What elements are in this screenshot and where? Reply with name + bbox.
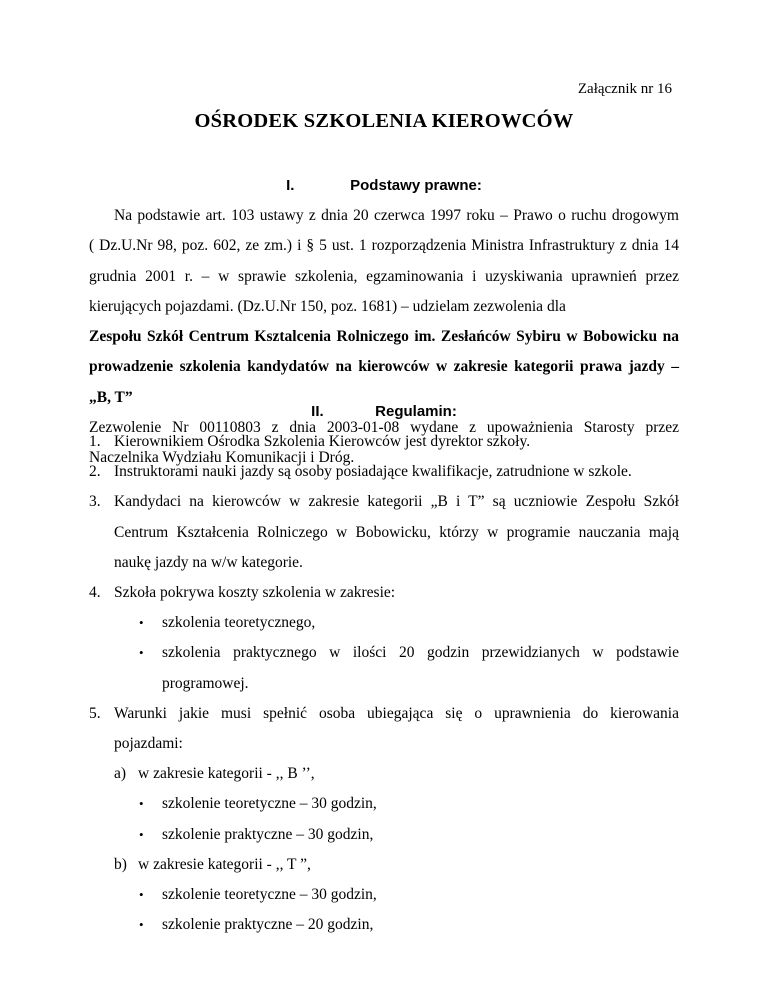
bullet-text: szkolenie praktyczne – 20 godzin, — [162, 916, 374, 934]
item-text: Centrum Kształcenia Rolniczego w Bobowicku, którzy w programie nauczania mają — [114, 523, 679, 541]
permit-holder-line: prowadzenie szkolenia kandydatów na kierowców w zakresie kategorii prawa jazdy – — [89, 358, 679, 376]
bullet-item — [114, 910, 679, 940]
legal-line: kierujących pojazdami. (Dz.U.Nr 150, poz. 1681) – udzielam zezwolenia dla — [89, 297, 566, 315]
regulations-list — [89, 427, 679, 940]
bullet-list — [114, 880, 679, 940]
list-item — [89, 699, 679, 941]
item-text: Instruktorami nauki jazdy są osoby posiadające kwalifikacje, zatrudnione w szkole. — [114, 463, 632, 481]
bullet-icon: • — [139, 887, 144, 903]
bullet-icon: • — [139, 645, 144, 661]
sub-item-category-t — [114, 850, 679, 880]
legal-line: ( Dz.U.Nr 98, poz. 602, ze zm.) i § 5 ust. 1 rozporządzenia Ministra Infrastruktury z dnia 14 — [89, 237, 679, 255]
item-text: pojazdami: — [114, 735, 183, 753]
sub-item-label: a) — [114, 765, 127, 783]
bullet-text: szkolenie teoretyczne – 30 godzin, — [162, 795, 377, 813]
item-text: Kandydaci na kierowców w zakresie kategorii „B i T” są uczniowie Zespołu Szkół — [114, 493, 679, 511]
list-item — [89, 487, 679, 578]
bullet-icon: • — [139, 796, 144, 812]
bullet-list — [114, 608, 679, 699]
list-item — [89, 457, 679, 487]
bullet-item — [114, 789, 679, 819]
bullet-item — [114, 608, 679, 638]
item-number: 4. — [89, 584, 101, 602]
item-text: Warunki jakie musi spełnić osoba ubiegająca się o uprawnienia do kierowania — [114, 704, 679, 722]
document-title: OŚRODEK SZKOLENIA KIEROWCÓW — [194, 110, 574, 132]
sub-item-label: b) — [114, 855, 127, 873]
bullet-text: szkolenia praktycznego w ilości 20 godzin przewidzianych w podstawie — [162, 644, 679, 662]
permit-holder-line: Zespołu Szkół Centrum Ksztalcenia Rolniczego im. Zesłańców Sybiru w Bobowicku na — [89, 328, 679, 346]
section-title: Podstawy prawne: — [350, 177, 482, 194]
item-text: Kierownikiem Ośrodka Szkolenia Kierowców jest dyrektor szkoły. — [114, 433, 531, 450]
bullet-icon: • — [139, 615, 144, 631]
bullet-text: szkolenie praktyczne – 30 godzin, — [162, 825, 374, 843]
item-text: naukę jazdy na w/w kategorie. — [114, 553, 303, 571]
bullet-text: szkolenie teoretyczne – 30 godzin, — [162, 886, 377, 904]
section-number: II. — [311, 403, 324, 420]
list-item — [89, 578, 679, 699]
sub-item-text: w zakresie kategorii - ,, T ”, — [138, 855, 311, 873]
item-number: 3. — [89, 493, 101, 511]
section-heading-legal-basis — [0, 177, 768, 194]
permit-line: Naczelnika Wydziału Komunikacji i Dróg. — [89, 449, 355, 467]
bullet-list — [114, 789, 679, 849]
item-number: 1. — [89, 433, 101, 450]
bullet-text: szkolenia teoretycznego, — [162, 614, 316, 632]
permit-line: Zezwolenie Nr 00110803 z dnia 2003-01-08 wydane z upoważnienia Starosty przez — [89, 419, 679, 437]
sub-item-text: w zakresie kategorii - ,, B ’’, — [138, 765, 315, 783]
item-number: 2. — [89, 463, 101, 481]
permit-holder-line: „B, T” — [89, 388, 133, 406]
section-number: I. — [286, 177, 295, 194]
annex-label: Załącznik nr 16 — [577, 81, 672, 97]
item-number: 5. — [89, 704, 101, 722]
item-text: Szkoła pokrywa koszty szkolenia w zakresie: — [114, 584, 396, 602]
legal-line: Na podstawie art. 103 ustawy z dnia 20 czerwca 1997 roku – Prawo o ruchu drogowym — [114, 207, 679, 224]
bullet-icon: • — [139, 917, 144, 933]
sub-item-category-b — [114, 759, 679, 789]
bullet-icon: • — [139, 826, 144, 842]
bullet-text: programowej. — [162, 674, 249, 692]
bullet-item — [114, 820, 679, 850]
bullet-item — [114, 638, 679, 698]
list-item — [89, 427, 679, 457]
bullet-item — [114, 880, 679, 910]
legal-line: grudnia 2001 r. – w sprawie szkolenia, egzaminowania i uzyskiwania uprawnień przez — [89, 267, 679, 285]
section-heading-regulations — [0, 403, 768, 420]
section-title: Regulamin: — [375, 403, 457, 420]
